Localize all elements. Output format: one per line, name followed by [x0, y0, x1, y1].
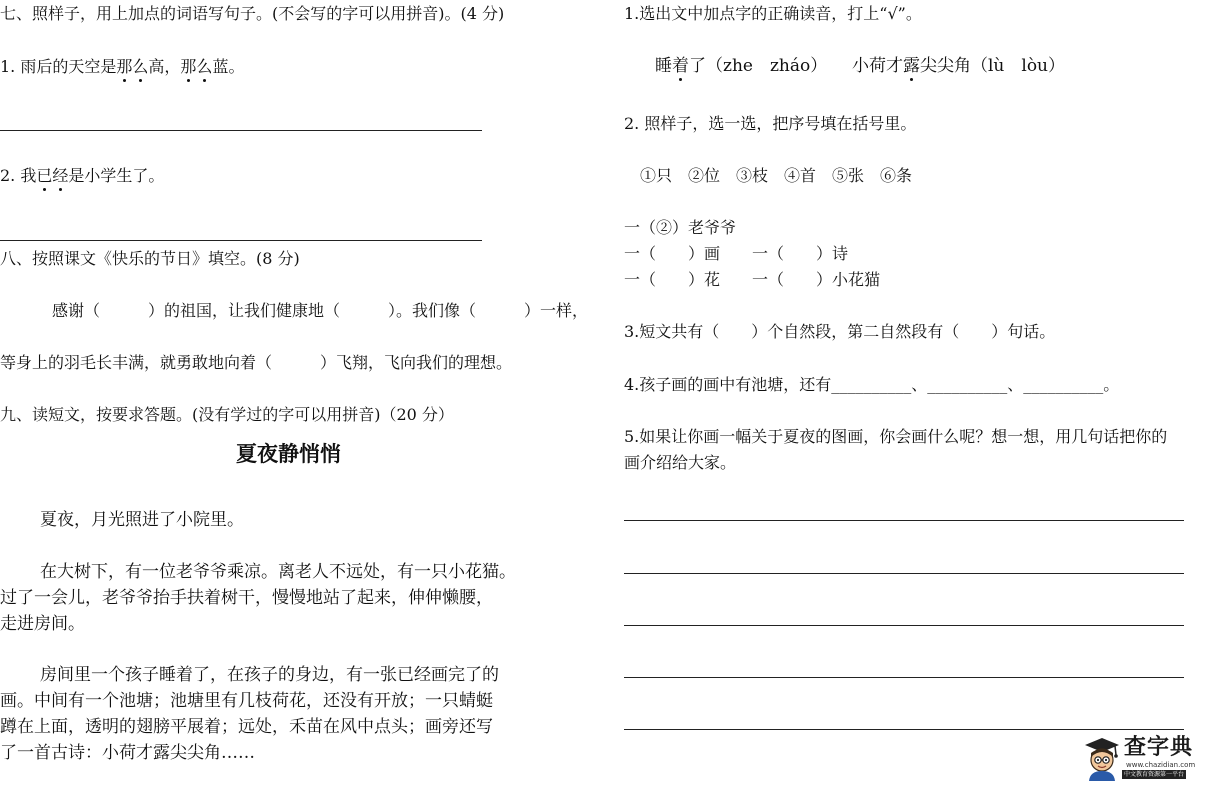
passage-paragraph-3-line: 蹲在上面，透明的翅膀平展着；远处，禾苗在风中点头；画旁还写: [0, 717, 493, 737]
answer-line[interactable]: [624, 625, 1184, 626]
answer-line[interactable]: [624, 520, 1184, 521]
answer-line[interactable]: [0, 240, 482, 241]
q8-heading: 八、按照课文《快乐的节日》填空。(8 分): [0, 249, 300, 268]
q1-word-lotus: 小荷才露尖尖角（lù lòu）: [852, 56, 1066, 76]
passage-paragraph-3-line: 画。中间有一个池塘；池塘里有几枝荷花，还没有开放；一只蜻蜓: [0, 691, 493, 711]
passage-paragraph-2-line: 走进房间。: [0, 614, 85, 634]
q5-text-line-2: 画介绍给大家。: [624, 453, 737, 472]
q1-heading: 1.选出文中加点字的正确读音，打上“√”。: [624, 4, 922, 23]
q2-heading: 2. 照样子，选一选，把序号填在括号里。: [624, 114, 917, 133]
q2-options: ①只 ②位 ③枝 ④首 ⑤张 ⑥条: [640, 166, 913, 185]
answer-line[interactable]: [624, 573, 1184, 574]
q7-sentence-2: 2. 我已经是小学生了。: [0, 166, 165, 185]
q7-heading: 七、照样子，用上加点的词语写句子。(不会写的字可以用拼音)。(4 分): [0, 4, 505, 23]
q3-text: 3.短文共有（ ）个自然段，第二自然段有（ ）句话。: [624, 322, 1056, 341]
scholar-mascot-icon: [1082, 733, 1122, 781]
q8-line-2: 等身上的羽毛长丰满，就勇敢地向着（ ）飞翔，飞向我们的理想。: [0, 353, 513, 372]
answer-line[interactable]: [624, 729, 1184, 730]
answer-line[interactable]: [624, 677, 1184, 678]
passage-paragraph-2-line: 过了一会儿，老爷爷抬手扶着树干，慢慢地站了起来，伸伸懒腰，: [0, 588, 493, 608]
q2-example: 一（②）老爷爷: [624, 218, 737, 237]
q2-row-1: 一（ ）画 一（ ）诗: [624, 244, 849, 263]
passage-paragraph-3-line: 房间里一个孩子睡着了，在孩子的身边，有一张已经画完了的: [40, 665, 499, 685]
q1-word-sleep: 睡着了（zhe zháo）: [655, 56, 828, 76]
answer-line[interactable]: [0, 130, 482, 131]
passage-paragraph-3-line: 了一首古诗：小荷才露尖尖角……: [0, 743, 255, 763]
passage-paragraph-1: 夏夜，月光照进了小院里。: [40, 510, 244, 530]
q7-sentence-1: 1. 雨后的天空是那么高，那么蓝。: [0, 57, 245, 76]
q2-row-2: 一（ ）花 一（ ）小花猫: [624, 270, 881, 289]
chazidian-logo: 查字典 www.chazidian.com 中文教育资源第一平台: [1082, 733, 1198, 781]
q4-text: 4.孩子画的画中有池塘，还有__________、__________、__________。: [624, 375, 1120, 394]
q5-text-line-1: 5.如果让你画一幅关于夏夜的图画，你会画什么呢？想一想，用几句话把你的: [624, 427, 1168, 446]
passage-title: 夏夜静悄悄: [236, 442, 341, 466]
q9-heading: 九、读短文，按要求答题。(没有学过的字可以用拼音)（20 分）: [0, 405, 454, 424]
q8-line-1: 感谢（ ）的祖国，让我们健康地（ ）。我们像（ ）一样，: [52, 301, 589, 320]
passage-paragraph-2-line: 在大树下，有一位老爷爷乘凉。离老人不远处，有一只小花猫。: [40, 562, 516, 582]
